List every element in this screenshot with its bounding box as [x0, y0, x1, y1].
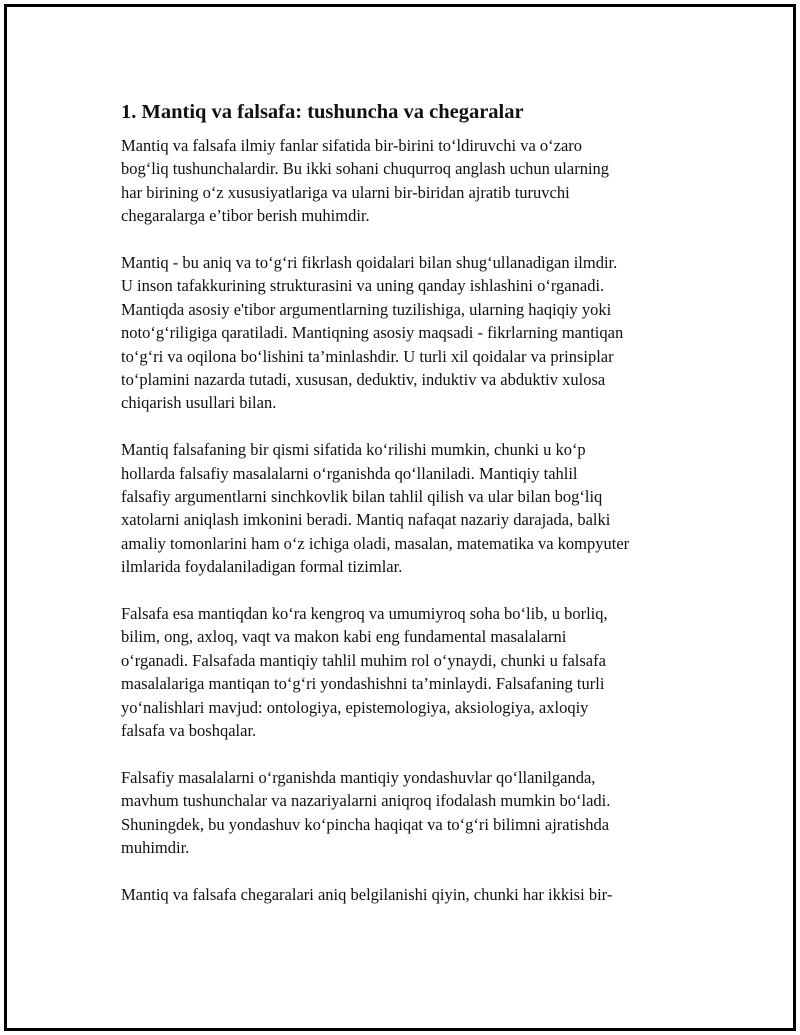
paragraph-5 [121, 766, 711, 860]
paragraph-2 [121, 251, 711, 415]
text-line: noto‘g‘riligiga qaratiladi. Mantiqning asosiy maqsadi - fikrlarning mantiqan [121, 323, 624, 343]
text-line: Mantiq - bu aniq va to‘g‘ri fikrlash qoidalari bilan shug‘ullanadigan ilmdir. [121, 253, 618, 273]
paragraph-4 [121, 602, 711, 742]
paragraph-6 [121, 883, 711, 906]
document-body [121, 99, 711, 930]
text-line: xatolarni aniqlash imkonini beradi. Mantiq nafaqat nazariy darajada, balki [121, 510, 611, 530]
text-line: U inson tafakkurining strukturasini va uning qanday ishlashini o‘rganadi. [121, 276, 605, 296]
text-line: bog‘liq tushunchalardir. Bu ikki sohani chuqurroq anglash uchun ularning [121, 159, 610, 179]
text-line: amaliy tomonlarini ham o‘z ichiga oladi, masalan, matematika va kompyuter [121, 533, 630, 553]
text-line: Falsafa esa mantiqdan ko‘ra kengroq va umumiyroq soha bo‘lib, u borliq, [121, 604, 608, 624]
text-line: har birining o‘z xususiyatlariga va ularni bir-biridan ajratib turuvchi [121, 182, 570, 202]
text-line: masalalariga mantiqan to‘g‘ri yondashishni ta’minlaydi. Falsafaning turli [121, 674, 605, 694]
text-line: o‘rganadi. Falsafada mantiqiy tahlil muhim rol o‘ynaydi, chunki u falsafa [121, 650, 606, 670]
text-line: Falsafiy masalalarni o‘rganishda mantiqiy yondashuvlar qo‘llanilganda, [121, 767, 596, 787]
text-line: hollarda falsafiy masalalarni o‘rganishda qo‘llaniladi. Mantiqiy tahlil [121, 463, 578, 483]
text-line: chegaralarga e’tibor berish muhimdir. [121, 206, 370, 226]
page-frame [4, 4, 796, 1031]
text-line: ilmlarida foydalaniladigan formal tizimlar. [121, 557, 403, 577]
text-line: yo‘nalishlari mavjud: ontologiya, epistemologiya, aksiologiya, axloqiy [121, 697, 589, 717]
text-line: to‘g‘ri va oqilona bo‘lishini ta’minlashdir. U turli xil qoidalar va prinsiplar [121, 346, 614, 366]
section-heading: 1. Mantiq va falsafa: tushuncha va chegaralar [121, 101, 524, 123]
paragraph-1 [121, 134, 711, 228]
text-line: falsafiy argumentlarni sinchkovlik bilan tahlil qilish va ular bilan bog‘liq [121, 487, 603, 507]
text-line: to‘plamini nazarda tutadi, xususan, deduktiv, induktiv va abduktiv xulosa [121, 370, 606, 390]
text-line: Shuningdek, bu yondashuv ko‘pincha haqiqat va to‘g‘ri bilimni ajratishda [121, 814, 610, 834]
paragraph-3 [121, 438, 711, 578]
text-line: chiqarish usullari bilan. [121, 393, 277, 413]
text-line: Mantiq va falsafa chegaralari aniq belgilanishi qiyin, chunki har ikkisi bir- [121, 884, 613, 904]
text-line: falsafa va boshqalar. [121, 721, 257, 741]
text-line: Mantiqda asosiy e'tibor argumentlarning tuzilishiga, ularning haqiqiy yoki [121, 299, 612, 319]
text-line: Mantiq falsafaning bir qismi sifatida ko‘rilishi mumkin, chunki u ko‘p [121, 440, 586, 460]
text-line: bilim, ong, axloq, vaqt va makon kabi eng fundamental masalalarni [121, 627, 567, 647]
text-line: muhimdir. [121, 838, 190, 858]
text-line: Mantiq va falsafa ilmiy fanlar sifatida bir-birini to‘ldiruvchi va o‘zaro [121, 136, 583, 155]
text-line: mavhum tushunchalar va nazariyalarni aniqroq ifodalash mumkin bo‘ladi. [121, 791, 611, 811]
